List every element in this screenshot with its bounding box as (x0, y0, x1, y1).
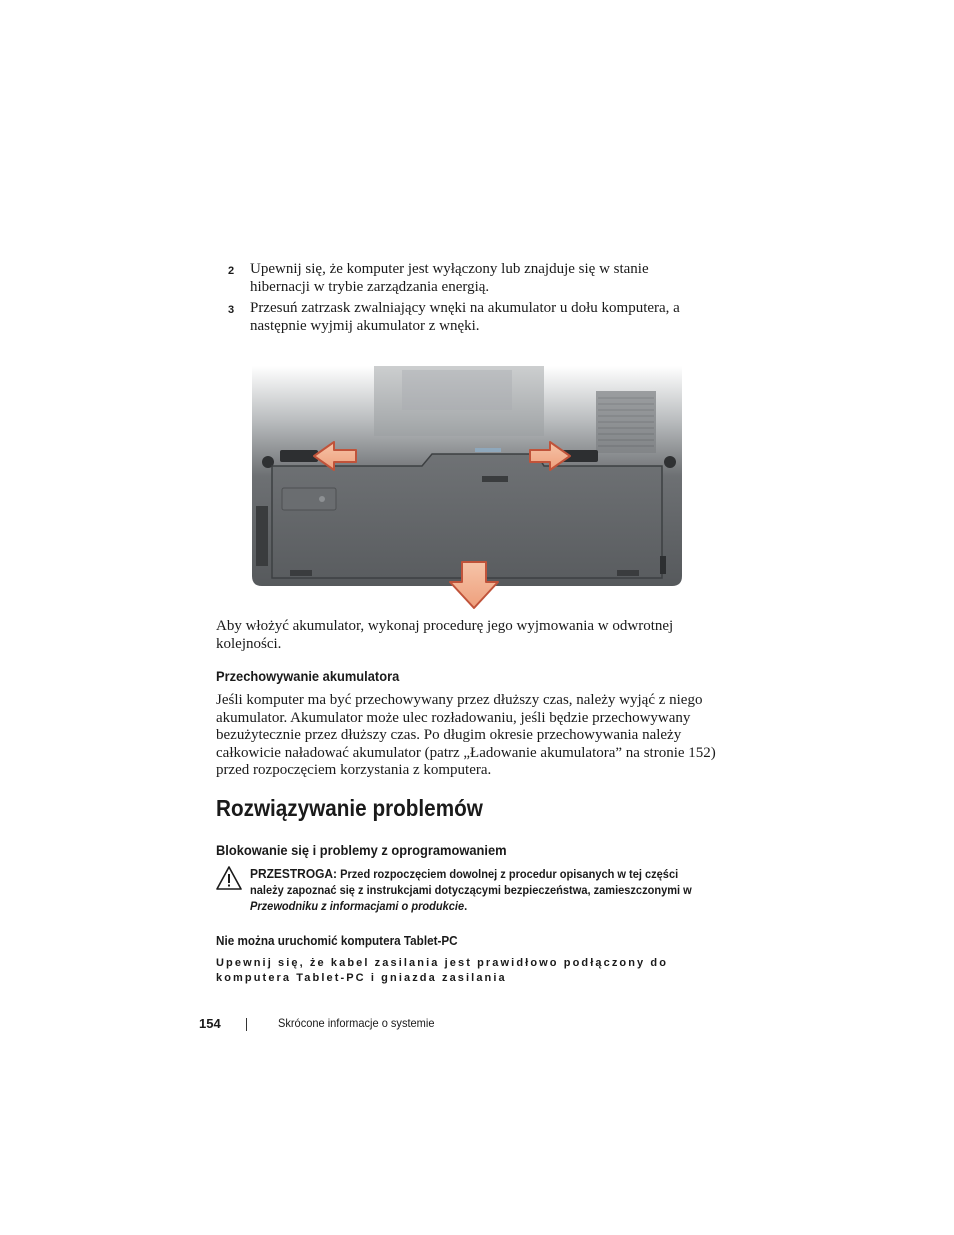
storage-heading: Przechowywanie akumulatora (216, 668, 400, 684)
step-number: 3 (228, 304, 235, 316)
caution-body: Przed rozpoczęciem dowolnej z procedur opisanych w tej części należy zapoznać się z instrukcjami dotyczącymi bezpieczeństwa, zamieszczonymi w (250, 867, 692, 897)
problem-heading: Nie można uruchomić komputera Tablet-PC (216, 933, 458, 948)
step-3 (228, 299, 698, 335)
step-text: Przesuń zatrzask zwalniający wnęki na akumulator u dołu komputera, a następnie wyjmij akumulator z wnęki. (250, 300, 680, 334)
troubleshooting-heading: Rozwiązywanie problemów (216, 795, 483, 821)
caution-notice (216, 866, 716, 914)
page-number: 154 (199, 1016, 221, 1031)
step-text: Upewnij się, że komputer jest wyłączony lub znajduje się w stanie hibernacji w trybie zarządzania energią. (250, 261, 649, 295)
lockups-heading: Blokowanie się i problemy z oprogramowaniem (216, 842, 507, 858)
action-text: Upewnij się, że kabel zasilania jest prawidłowo podłączony do komputera Tablet-PC i gniazda zasilania (216, 957, 669, 984)
caution-end: . (464, 899, 468, 913)
step-number: 2 (228, 265, 235, 277)
laptop-battery-figure (252, 366, 682, 610)
footer-separator (246, 1018, 247, 1031)
battery-pack (272, 454, 662, 578)
storage-paragraph: Jeśli komputer ma być przechowywany przez dłuższy czas, należy wyjąć z niego akumulator. Akumulator może ulec rozładowaniu, jeśli będzie przechowywany bezużytecznie przez dłuższy czas. Po długim okresie przechowywania należy całkowicie naładować akumulator (patrz „Ładowanie akumulatora” na stronie 152) przed rozpoczęciem korzystania z komputera. (216, 692, 716, 778)
footer-title: Skrócone informacje o systemie (278, 1016, 435, 1030)
caution-doc-title: Przewodniku z informacjami o produkcie (250, 899, 465, 913)
vent-grill (596, 391, 656, 453)
step-2 (228, 260, 698, 296)
caution-text (250, 866, 710, 914)
insert-battery-paragraph: Aby włożyć akumulator, wykonaj procedurę jego wyjmowania w odwrotnej kolejności. (216, 618, 674, 652)
caution-label: PRZESTROGA: (250, 866, 338, 881)
warning-triangle-icon (216, 866, 242, 890)
